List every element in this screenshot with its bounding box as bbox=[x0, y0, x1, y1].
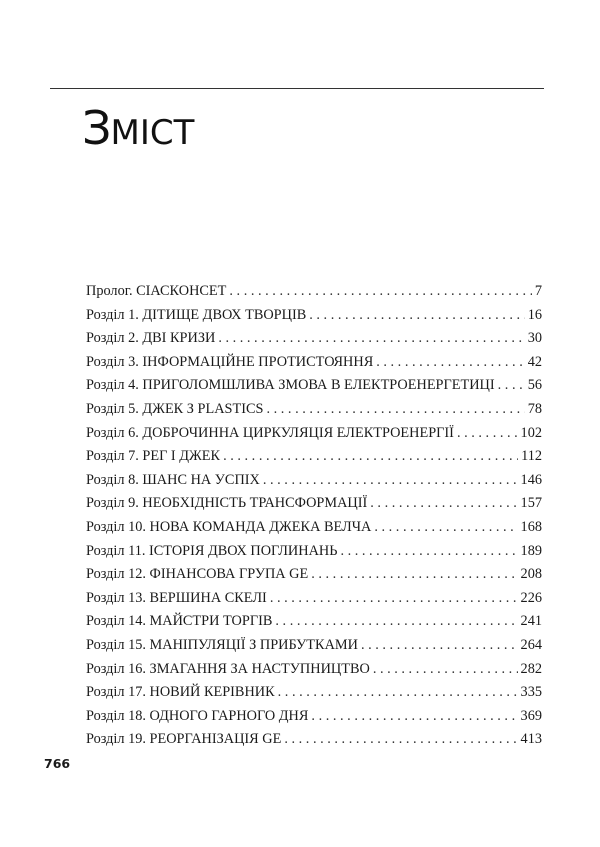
toc-leader-dots bbox=[218, 327, 524, 351]
toc-entry-page: 168 bbox=[520, 518, 542, 535]
toc-entry[interactable] bbox=[86, 351, 542, 375]
toc-entry[interactable] bbox=[86, 445, 542, 469]
toc-leader-dots bbox=[311, 563, 517, 587]
toc-entry-label: Розділ 12. ФІНАНСОВА ГРУПА GE bbox=[86, 566, 309, 583]
toc-entry-page: 189 bbox=[520, 542, 542, 559]
toc-entry-label: Розділ 11. ІСТОРІЯ ДВОХ ПОГЛИНАНЬ bbox=[86, 542, 338, 559]
toc-entry-page: 369 bbox=[520, 707, 542, 724]
toc-leader-dots bbox=[275, 610, 517, 634]
toc-entry-label: Розділ 13. ВЕРШИНА СКЕЛІ bbox=[86, 589, 267, 606]
toc-leader-dots bbox=[498, 374, 525, 398]
title-rest: МІСТ bbox=[110, 113, 195, 153]
toc-entry-page: 42 bbox=[527, 353, 542, 370]
toc-leader-dots bbox=[340, 540, 517, 564]
toc-entry-page: 413 bbox=[520, 731, 542, 748]
toc-entry-label: Пролог. СІАСКОНСЕТ bbox=[86, 283, 227, 299]
toc-leader-dots bbox=[309, 304, 524, 328]
toc-entry-page: 146 bbox=[520, 471, 542, 488]
toc-leader-dots bbox=[229, 280, 531, 304]
header-rule bbox=[50, 88, 544, 89]
toc-entry-label: Розділ 16. ЗМАГАННЯ ЗА НАСТУПНИЦТВО bbox=[86, 660, 370, 677]
toc-leader-dots bbox=[284, 728, 517, 752]
toc-entry-label: Розділ 6. ДОБРОЧИННА ЦИРКУЛЯЦІЯ ЕЛЕКТРОЕНЕРГІЇ bbox=[86, 424, 454, 441]
toc-leader-dots bbox=[373, 658, 518, 682]
toc-entry[interactable] bbox=[86, 516, 542, 540]
toc-leader-dots bbox=[270, 587, 518, 611]
toc-entry[interactable] bbox=[86, 705, 542, 729]
toc-entry-label: Розділ 15. МАНІПУЛЯЦІЇ З ПРИБУТКАМИ bbox=[86, 636, 358, 653]
toc-leader-dots bbox=[278, 681, 518, 705]
toc-entry-label: Розділ 19. РЕОРГАНІЗАЦІЯ GE bbox=[86, 731, 282, 748]
toc-entry[interactable] bbox=[86, 587, 542, 611]
page-number: 766 bbox=[44, 756, 71, 771]
toc-entry[interactable] bbox=[86, 469, 542, 493]
toc-entry[interactable] bbox=[86, 563, 542, 587]
toc-entry-label: Розділ 2. ДВІ КРИЗИ bbox=[86, 330, 216, 347]
toc-entry[interactable] bbox=[86, 610, 542, 634]
toc-entry-label: Розділ 18. ОДНОГО ГАРНОГО ДНЯ bbox=[86, 707, 309, 724]
toc-leader-dots bbox=[374, 516, 517, 540]
toc-entry[interactable] bbox=[86, 398, 542, 422]
toc-entry[interactable] bbox=[86, 304, 542, 328]
toc-leader-dots bbox=[376, 351, 524, 375]
toc-entry[interactable] bbox=[86, 422, 542, 446]
toc-entry-page: 16 bbox=[527, 306, 542, 323]
toc-entry-label: Розділ 4. ПРИГОЛОМШЛИВА ЗМОВА В ЕЛЕКТРОЕНЕРГЕТИЦІ bbox=[86, 377, 495, 394]
toc-entry[interactable] bbox=[86, 540, 542, 564]
toc-entry-page: 7 bbox=[534, 283, 542, 299]
toc-entry[interactable] bbox=[86, 374, 542, 398]
toc-entry-page: 226 bbox=[520, 589, 542, 606]
toc-leader-dots bbox=[223, 445, 518, 469]
toc-entry-label: Розділ 8. ШАНС НА УСПІХ bbox=[86, 471, 260, 488]
toc-entry[interactable] bbox=[86, 658, 542, 682]
toc-leader-dots bbox=[457, 422, 518, 446]
toc-entry-page: 78 bbox=[527, 400, 542, 417]
toc-entry-page: 264 bbox=[520, 636, 542, 653]
toc-entry-label: Розділ 14. МАЙСТРИ ТОРГІВ bbox=[86, 613, 273, 630]
toc-entry-label: Розділ 7. РЕГ І ДЖЕК bbox=[86, 448, 221, 465]
toc-entry[interactable] bbox=[86, 280, 542, 304]
toc-entry-page: 241 bbox=[520, 613, 542, 630]
toc-entry-page: 112 bbox=[521, 448, 542, 465]
toc-entry-page: 157 bbox=[520, 495, 542, 512]
toc-leader-dots bbox=[263, 469, 518, 493]
toc-entry-label: Розділ 9. НЕОБХІДНІСТЬ ТРАНСФОРМАЦІЇ bbox=[86, 495, 368, 512]
title-initial: З bbox=[82, 101, 111, 155]
toc-entry-page: 282 bbox=[520, 660, 542, 677]
toc-leader-dots bbox=[266, 398, 524, 422]
toc-entry-label: Розділ 1. ДІТИЩЕ ДВОХ ТВОРЦІВ bbox=[86, 306, 307, 323]
toc-entry[interactable] bbox=[86, 634, 542, 658]
toc-leader-dots bbox=[311, 705, 517, 729]
toc-entry-page: 102 bbox=[520, 424, 542, 441]
page-title bbox=[82, 101, 195, 157]
toc-entry-label: Розділ 10. НОВА КОМАНДА ДЖЕКА ВЕЛЧА bbox=[86, 518, 372, 535]
toc-entry[interactable] bbox=[86, 327, 542, 351]
toc-leader-dots bbox=[361, 634, 518, 658]
toc-entry-page: 335 bbox=[520, 684, 542, 701]
toc-entry-label: Розділ 17. НОВИЙ КЕРІВНИК bbox=[86, 684, 275, 701]
toc-entry-label: Розділ 3. ІНФОРМАЦІЙНЕ ПРОТИСТОЯННЯ bbox=[86, 353, 374, 370]
toc-entry[interactable] bbox=[86, 492, 542, 516]
toc-entry-page: 208 bbox=[520, 566, 542, 583]
toc-entry[interactable] bbox=[86, 681, 542, 705]
toc-entry-page: 30 bbox=[527, 330, 542, 347]
toc-entry-label: Розділ 5. ДЖЕК З PLASTICS bbox=[86, 400, 264, 417]
table-of-contents bbox=[86, 280, 542, 752]
toc-leader-dots bbox=[370, 492, 517, 516]
toc-entry[interactable] bbox=[86, 728, 542, 752]
toc-entry-page: 56 bbox=[527, 377, 542, 394]
